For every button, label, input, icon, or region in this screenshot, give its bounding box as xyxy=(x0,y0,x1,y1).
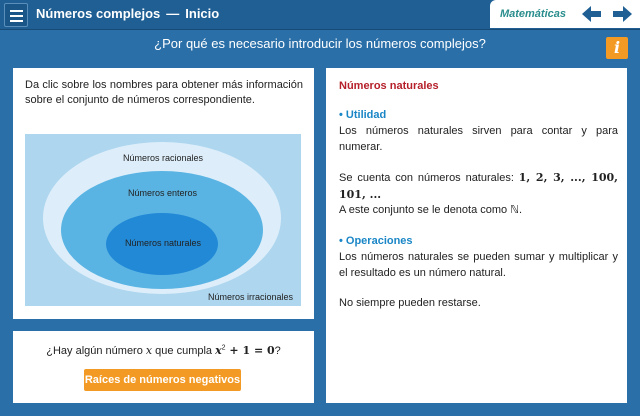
page-title xyxy=(36,6,219,21)
sets-panel xyxy=(13,68,314,319)
utilidad-heading: • Utilidad xyxy=(339,108,387,121)
subject-tab[interactable]: Matemáticas xyxy=(490,0,576,28)
label-enteros[interactable]: Números enteros xyxy=(128,188,198,198)
title-separator: — xyxy=(166,6,180,21)
denota-text: A este conjunto se le denota como ℕ. xyxy=(339,204,523,216)
info-content xyxy=(339,79,618,312)
question-middle: que cumpla xyxy=(152,345,216,357)
question-suffix: ? xyxy=(274,345,281,357)
operaciones-text: Los números naturales se pueden sumar y multiplicar y el resultado es un número natural. xyxy=(339,251,618,279)
arrow-right-icon[interactable] xyxy=(612,5,632,23)
label-racionales[interactable]: Números racionales xyxy=(123,153,204,163)
instructions-text: Da clic sobre los nombres para obtener más información sobre el conjunto de números correspondiente. xyxy=(25,79,303,106)
module-title: Números complejos xyxy=(36,6,161,21)
top-bar xyxy=(0,0,640,30)
question-prefix: ¿Hay algún número xyxy=(46,345,146,357)
navigation-arrows xyxy=(576,0,640,28)
negative-roots-button[interactable]: Raíces de números negativos xyxy=(84,369,241,391)
math-variable: x xyxy=(145,344,153,357)
label-naturales[interactable]: Números naturales xyxy=(125,238,202,248)
cuenta-prefix: Se cuenta con números naturales: xyxy=(339,172,519,184)
hamburger-menu-icon[interactable] xyxy=(4,3,28,27)
main-question: ¿Por qué es necesario introducir los números complejos? xyxy=(154,36,486,51)
equation-question xyxy=(13,344,314,357)
equation-rest: + 1 = 0 xyxy=(225,344,275,357)
operaciones-heading: • Operaciones xyxy=(339,234,413,247)
info-panel xyxy=(326,68,627,403)
venn-diagram xyxy=(25,134,301,306)
utilidad-text: Los números naturales sirven para contar y para numerar. xyxy=(339,125,618,153)
info-icon[interactable]: i xyxy=(606,37,628,59)
info-title: Números naturales xyxy=(339,80,439,92)
section-title: Inicio xyxy=(185,6,220,21)
cuenta-numbers: 1, 2, 3, ..., 100, 101, ... xyxy=(339,171,618,201)
arrow-left-icon[interactable] xyxy=(582,5,602,23)
restar-text: No siempre pueden restarse. xyxy=(339,297,481,309)
equation-exponent: 2 xyxy=(221,344,226,352)
equation-variable: x xyxy=(215,344,222,357)
label-irracionales[interactable]: Números irracionales xyxy=(208,292,294,302)
cuenta-text xyxy=(339,170,618,203)
question-panel xyxy=(13,331,314,403)
